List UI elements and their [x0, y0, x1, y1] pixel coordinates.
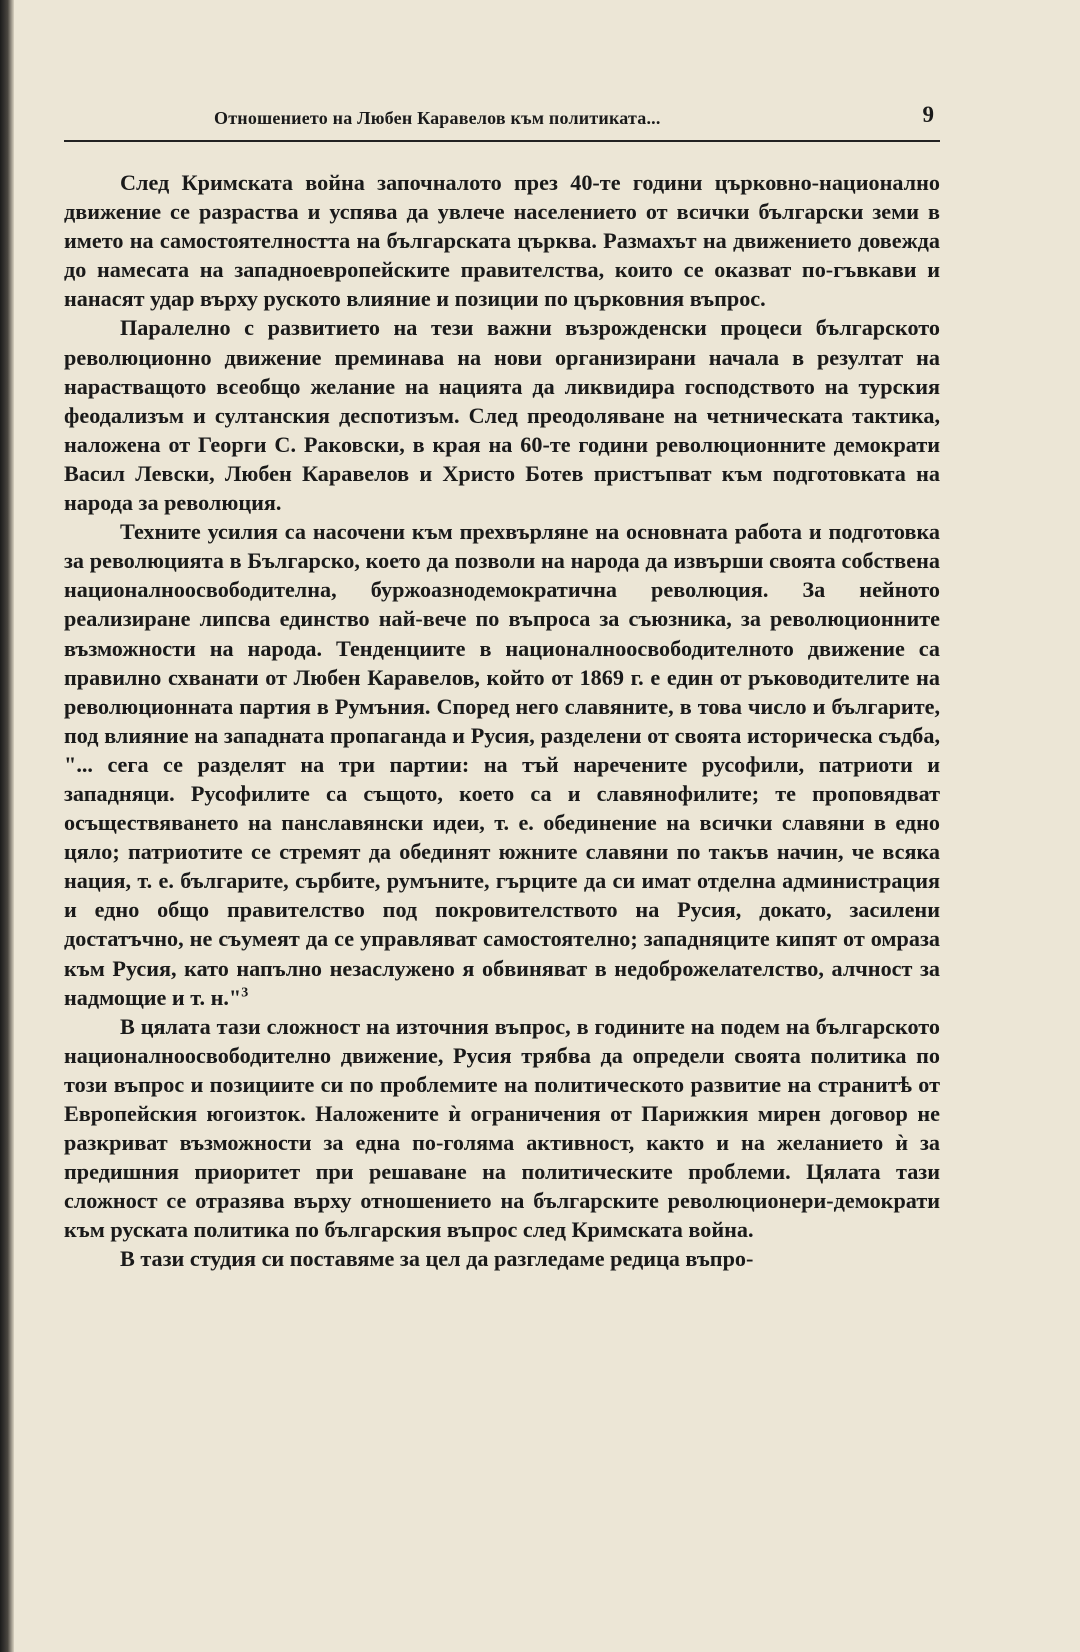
running-title: Отношението на Любен Каравелов към политиката... [214, 108, 661, 128]
paragraph-3 [64, 517, 940, 1012]
paragraph-2: Паралелно с развитието на тези важни възрожденски процеси българското революционно движение преминава на нови организирани начала в резултат на нарастващото всеобщо желание на нацията да ликвидира господството на турския феодализъм и султанския деспотизъм. След преодоляване на четническата тактика, наложена от Георги С. Раковски, в края на 60-те години революционните демократи Васил Левски, Любен Каравелов и Христо Ботев пристъпват към подготовката на народа за революция. [64, 315, 940, 516]
body-text [64, 168, 940, 1274]
footnote-reference: 3 [241, 985, 249, 1001]
running-head [64, 96, 940, 142]
paragraph-5: В тази студия си поставяме за цел да разгледаме редица въпро- [120, 1246, 754, 1272]
paragraph-3-text: Техните усилия са насочени към прехвърляне на основната работа и подготовка за революцията в Българско, което да позволи на народа да извърши своята собствена националноосвободителна, буржоазнодемократична революция. За нейното реализиране липсва единство най-вече по въпроса за съюзника, за революционните възможности на народа. Тенденциите в националноосвободителното движение са правилно схванати от Любен Каравелов, който от 1869 г. е един от ръководителите на революционната партия в Румъния. Според него славяните, в това число и българите, под влияние на западната пропаганда и Русия, разделени от своята историческа съдба, "... сега се разделят на три партии: на тъй наречените русофили, патриоти и западняци. Русофилите са същото, което са и славянофилите; те проповядват осъществяването на панславянски идеи, т. е. обединение на всички славяни в едно цяло; патриотите се стремят да обединят южните славяни по такъв начин, че всяка нация, т. е. българите, сърбите, румъните, гърците да си имат отделна администрация и едно общо правителство под покровителството на Русия, докато, засилени достатъчно, не съумеят да се управляват самостоятелно; западняците кипят от омраза към Русия, като напълно незаслужено я обвиняват в недоброжелателство, алчност за надмощие и т. н." [64, 519, 940, 1010]
paragraph-1: След Кримската война започналото през 40-те години църковно-национално движение се разраства и успява да увлече населението от всички български земи в името на самостоятелността на българската църква. Размахът на движението довежда до намесата на западноевропейските правителства, които се оказват по-гъвкави и нанасят удар върху руското влияние и позиции по църковния въпрос. [64, 170, 940, 312]
page-number: 9 [922, 102, 934, 127]
book-page [64, 96, 940, 1274]
book-spine-shadow [0, 0, 14, 1652]
paragraph-4: В цялата тази сложност на източния въпрос, в годините на подем на българското националноосвободително движение, Русия трябва да определи своята политика по този въпрос и позициите си по проблемите на политическото развитие на странитѣ от Европейския югоизток. Наложените ѝ ограничения от Парижкия мирен договор не разкриват възможности за една по-голяма активност, както и на желанието ѝ за предишния приоритет при решаване на политическите проблеми. Цялата тази сложност се отразява върху отношението на българските революционери-демократи към руската политика по българския въпрос след Кримската война. [64, 1013, 940, 1243]
